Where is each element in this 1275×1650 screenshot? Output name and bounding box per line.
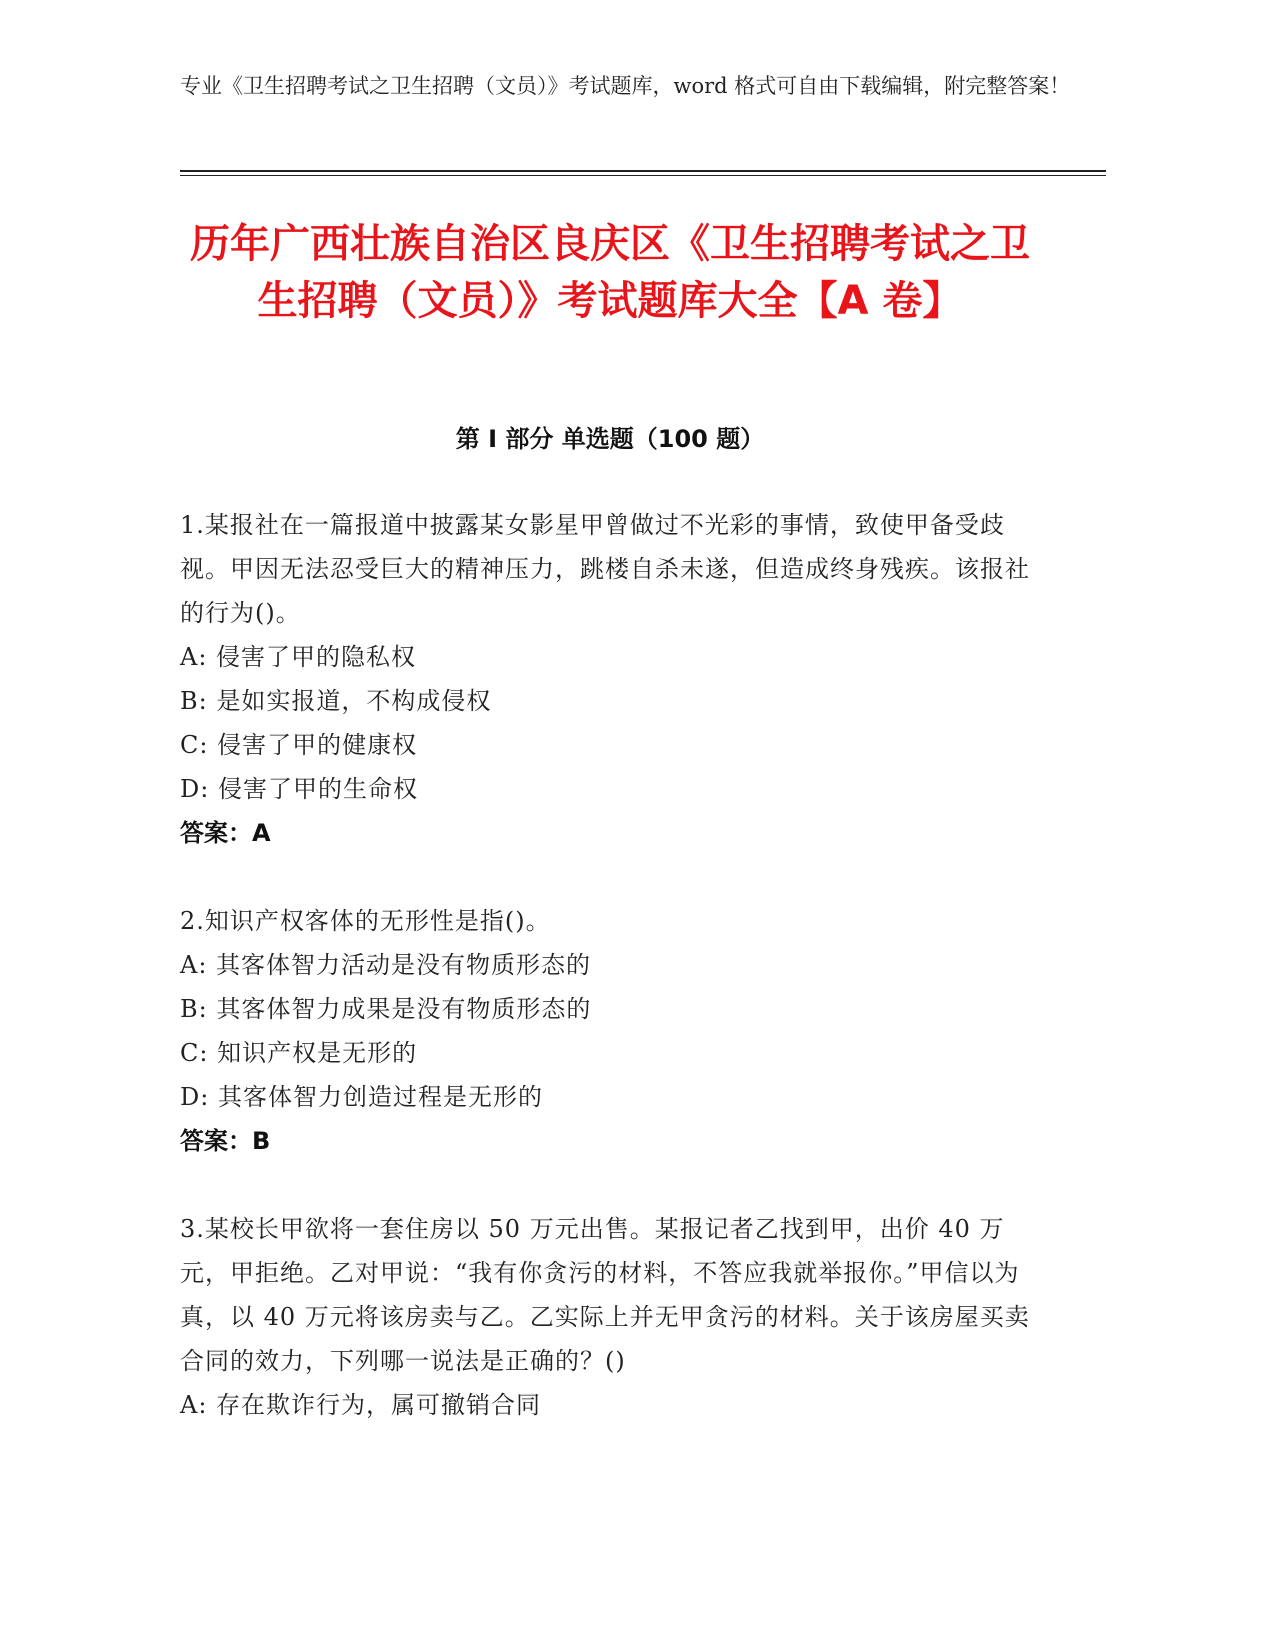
option-c: C: 侵害了甲的健康权	[180, 731, 418, 759]
option-d: D: 侵害了甲的生命权	[180, 775, 418, 803]
option-a: A: 其客体智力活动是没有物质形态的	[180, 951, 592, 979]
question-stem: 3.某校长甲欲将一套住房以 50 万元出售。某报记者乙找到甲，出价 40 万元，甲拒绝。乙对甲说：“我有你贪污的材料，不答应我就举报你。”甲信以为真，以 40 万元将该房卖与乙。乙实际上并无甲贪污的材料。关于该房屋买卖合同的效力，下列哪一说法是正确的？()	[180, 1215, 1030, 1375]
question-3	[180, 1207, 1040, 1427]
option-a: A: 存在欺诈行为，属可撤销合同	[180, 1391, 542, 1419]
option-b: B: 其客体智力成果是没有物质形态的	[180, 995, 592, 1023]
option-b: B: 是如实报道，不构成侵权	[180, 687, 492, 715]
document-title: 历年广西壮族自治区良庆区《卫生招聘考试之卫生招聘（文员）》考试题库大全【A 卷】	[190, 221, 1030, 324]
option-a: A: 侵害了甲的隐私权	[180, 643, 417, 671]
option-d: D: 其客体智力创造过程是无形的	[180, 1083, 543, 1111]
header-note: 专业《卫生招聘考试之卫生招聘（文员）》考试题库，word 格式可自由下载编辑，附完整答案！	[180, 74, 1071, 98]
question-2	[180, 899, 1040, 1163]
header-rule-thin	[180, 175, 1106, 176]
header-rule-thick	[180, 170, 1106, 172]
question-stem: 1.某报社在一篇报道中披露某女影星甲曾做过不光彩的事情，致使甲备受歧视。甲因无法忍受巨大的精神压力，跳楼自杀未遂，但造成终身残疾。该报社的行为()。	[180, 511, 1030, 627]
question-1	[180, 503, 1040, 855]
question-stem: 2.知识产权客体的无形性是指()。	[180, 907, 551, 935]
answer-line: 答案：A	[180, 819, 271, 847]
option-c: C: 知识产权是无形的	[180, 1039, 418, 1067]
answer-line: 答案：B	[180, 1127, 271, 1155]
section-heading: 第 I 部分 单选题（100 题）	[455, 425, 765, 453]
question-list	[180, 503, 1040, 1471]
